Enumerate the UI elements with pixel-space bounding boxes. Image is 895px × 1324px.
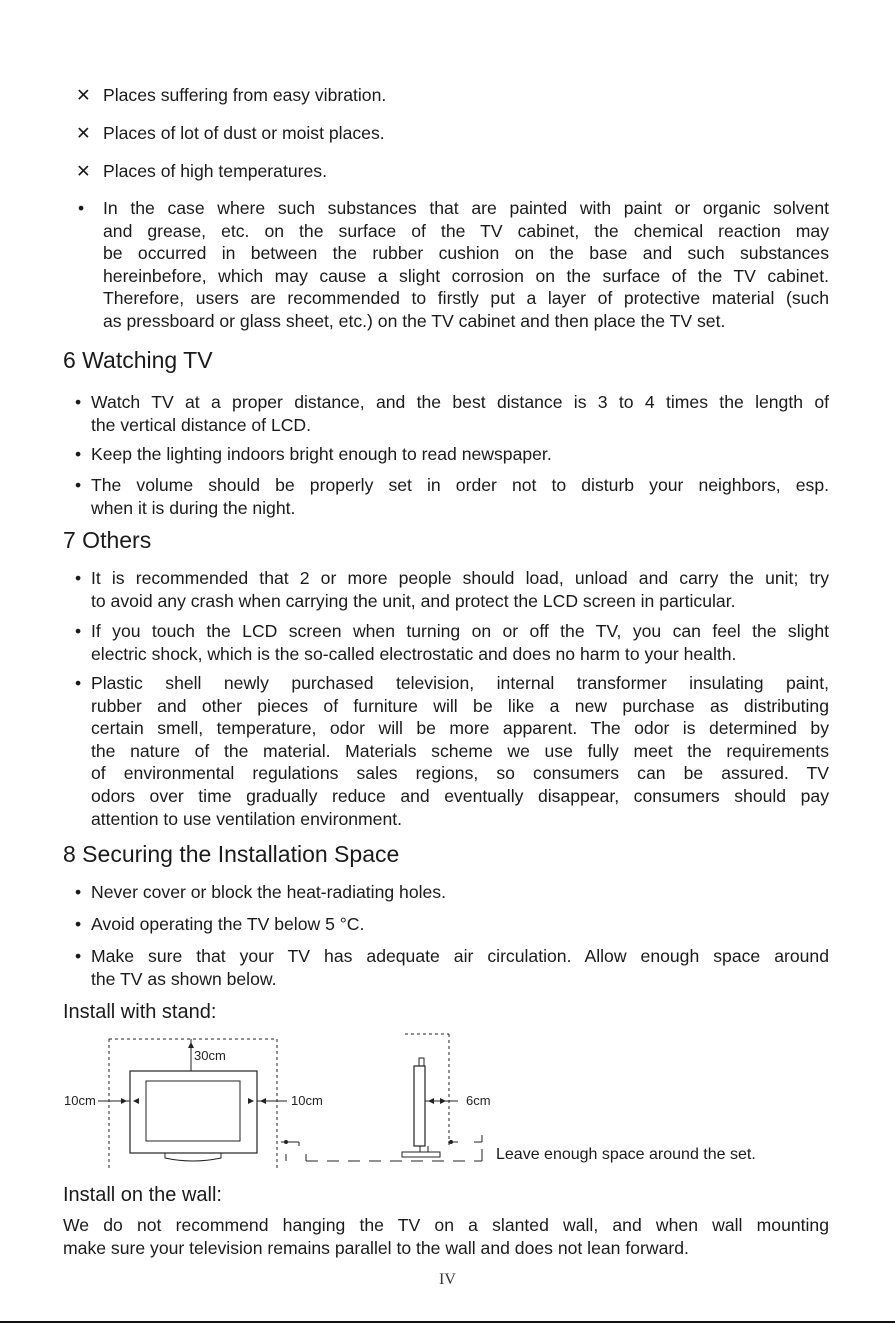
- item-line: the TV as shown below.: [91, 968, 277, 989]
- list-item: [75, 567, 829, 612]
- wall-line: We do not recommend hanging the TV on a slanted wall, and when wall mounting: [63, 1215, 829, 1235]
- install-with-stand-heading: Install with stand:: [63, 1001, 217, 1023]
- note-line: Therefore, users are recommended to firstly put a layer of protective material (such: [103, 288, 829, 309]
- label-30cm: 30cm: [194, 1048, 226, 1063]
- note-line: and grease, etc. on the surface of the TV cabinet, the chemical reaction may: [103, 220, 829, 241]
- item-line: Keep the lighting indoors bright enough to read newspaper.: [91, 444, 552, 464]
- clearance-diagram: [0, 1030, 895, 1170]
- note-line: as pressboard or glass sheet, etc.) on the TV cabinet and then place the TV set.: [103, 310, 726, 331]
- caution-text: Places suffering from easy vibration.: [103, 85, 387, 105]
- tv-side-base: [402, 1152, 440, 1157]
- caution-text: Places of high temperatures.: [103, 161, 327, 181]
- item-line: attention to use ventilation environment.: [91, 808, 403, 829]
- bullet-icon: •: [75, 882, 82, 902]
- bottom-border: [0, 1321, 895, 1323]
- item-line: electric shock, which is the so-called electrostatic and does no harm to your health.: [91, 643, 737, 664]
- bullet-icon: •: [75, 568, 82, 588]
- item-line: odors over time gradually reduce and eventually disappear, consumers should pay: [91, 785, 829, 806]
- label-10cm-left: 10cm: [64, 1093, 96, 1108]
- bullet-icon: •: [78, 198, 85, 218]
- cabinet-note: [78, 197, 829, 333]
- item-line: Plastic shell newly purchased television, internal transformer insulating paint,: [91, 673, 829, 693]
- cross-mark-icon: ✕: [76, 85, 91, 105]
- item-line: Avoid operating the TV below 5 °C.: [91, 914, 365, 934]
- caution-item-dust: [76, 122, 836, 145]
- item-line: Never cover or block the heat-radiating holes.: [91, 882, 446, 902]
- section-heading-installation-space: 8 Securing the Installation Space: [63, 841, 400, 867]
- list-item: [75, 620, 829, 665]
- caution-text: Places of lot of dust or moist places.: [103, 123, 385, 143]
- bullet-icon: •: [75, 392, 82, 412]
- item-line: the vertical distance of LCD.: [91, 414, 312, 435]
- diagram-caption: Leave enough space around the set.: [496, 1146, 756, 1163]
- tv-front-screen: [146, 1081, 240, 1141]
- section-heading-watching-tv: 6 Watching TV: [63, 347, 213, 373]
- list-item: [75, 443, 829, 466]
- page-number: IV: [439, 1271, 456, 1288]
- note-line: In the case where such substances that are painted with paint or organic solvent: [103, 198, 829, 218]
- cross-mark-icon: ✕: [76, 123, 91, 143]
- item-line: the nature of the material. Materials scheme we use fully meet the requirements: [91, 740, 829, 761]
- tv-front-stand: [165, 1153, 221, 1161]
- item-line: when it is during the night.: [91, 497, 296, 518]
- bullet-icon: •: [75, 946, 82, 966]
- list-item: [75, 474, 829, 519]
- item-line: It is recommended that 2 or more people should load, unload and carry the unit; try: [91, 568, 829, 588]
- note-line: be occurred in between the rubber cushion on the base and such substances: [103, 243, 829, 264]
- item-line: to avoid any crash when carrying the unit, and protect the LCD screen in particular.: [91, 590, 736, 611]
- list-item: [75, 391, 829, 436]
- cross-mark-icon: ✕: [76, 161, 91, 181]
- item-line: Watch TV at a proper distance, and the best distance is 3 to 4 times the length of: [91, 392, 829, 412]
- item-line: rubber and other pieces of furniture will be like a new purchase as distributing: [91, 695, 829, 716]
- bullet-icon: •: [75, 621, 82, 641]
- item-line: If you touch the LCD screen when turning on or off the TV, you can feel the slight: [91, 621, 829, 641]
- item-line: The volume should be properly set in order not to disturb your neighbors, esp.: [91, 475, 829, 495]
- label-10cm-right: 10cm: [291, 1093, 323, 1108]
- label-6cm: 6cm: [466, 1093, 491, 1108]
- list-item: [75, 945, 829, 990]
- caution-item-heat: [76, 160, 836, 183]
- bullet-icon: •: [75, 444, 82, 464]
- item-line: of environmental regulations sales regions, so consumers can be assured. TV: [91, 763, 829, 784]
- list-item: [75, 881, 829, 904]
- item-line: certain smell, temperature, odor will be more apparent. The odor is determined by: [91, 718, 829, 739]
- bullet-icon: •: [75, 914, 82, 934]
- tv-side-body: [414, 1066, 425, 1146]
- item-line: Make sure that your TV has adequate air circulation. Allow enough space around: [91, 946, 829, 966]
- bullet-icon: •: [75, 673, 82, 693]
- bullet-icon: •: [75, 475, 82, 495]
- caution-item-vibration: [76, 84, 836, 107]
- install-on-wall-heading: Install on the wall:: [63, 1184, 222, 1206]
- wall-line: make sure your television remains parallel to the wall and does not lean forward.: [63, 1237, 689, 1258]
- list-item: [75, 913, 829, 936]
- note-line: hereinbefore, which may cause a slight corrosion on the surface of the TV cabinet.: [103, 265, 829, 286]
- wall-paragraph: [63, 1214, 829, 1259]
- section-heading-others: 7 Others: [63, 527, 152, 553]
- tv-side-top: [419, 1058, 424, 1066]
- list-item: [75, 672, 829, 830]
